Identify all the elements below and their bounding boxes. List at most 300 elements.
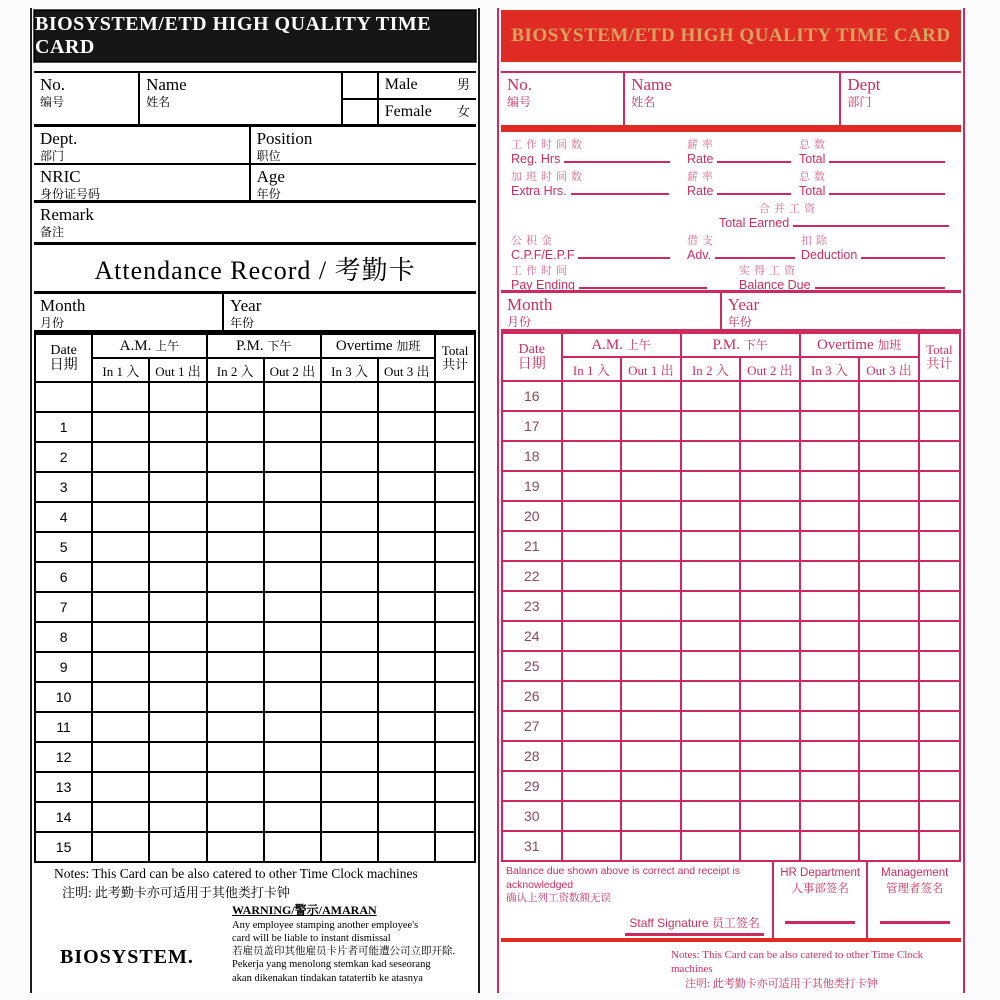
time-entry-cell	[859, 741, 919, 771]
attendance-row	[35, 652, 475, 682]
time-entry-cell	[264, 532, 321, 562]
time-entry-cell	[149, 502, 206, 532]
time-entry-cell	[621, 441, 681, 471]
col-header-in3: In 3 入	[321, 358, 378, 382]
date-cell: 10	[35, 682, 92, 712]
male-label-zh: 男	[456, 77, 470, 93]
time-entry-cell	[207, 592, 264, 622]
time-entry-cell	[264, 832, 321, 862]
management-signature-line	[880, 921, 950, 924]
pay-total1-zh: 总数	[799, 139, 829, 151]
field-no-label-zh: 编号	[40, 94, 65, 109]
time-entry-cell	[207, 712, 264, 742]
time-entry-cell	[207, 502, 264, 532]
col-header-total-en: Total	[441, 342, 469, 358]
col-header-out3: Out 3 出	[378, 358, 435, 382]
time-entry-cell	[859, 381, 919, 411]
back-col-header-am-zh: 上午	[626, 337, 651, 352]
time-entry-cell	[92, 532, 149, 562]
time-entry-cell	[562, 651, 622, 681]
attendance-row	[502, 411, 960, 441]
time-entry-cell	[92, 412, 149, 442]
time-entry-cell	[919, 441, 960, 471]
col-header-in1: In 1 入	[92, 358, 149, 382]
back-field-month-zh: 月份	[507, 314, 532, 329]
col-header-total-zh: 共计	[442, 357, 469, 372]
time-entry-cell	[919, 621, 960, 651]
time-entry-cell	[207, 742, 264, 772]
time-entry-cell	[800, 681, 860, 711]
back-col-header-date-zh: 日期	[517, 357, 546, 372]
time-entry-cell	[321, 442, 378, 472]
col-header-out1: Out 1 出	[149, 358, 206, 382]
time-entry-cell	[264, 622, 321, 652]
time-entry-cell	[321, 412, 378, 442]
front-identity-row	[34, 71, 476, 127]
back-col-header-pm-zh: 下午	[743, 337, 768, 352]
front-month-year-row	[34, 291, 476, 333]
time-entry-cell	[92, 712, 149, 742]
time-entry-cell	[149, 442, 206, 472]
back-field-no-zh: 编号	[507, 94, 532, 109]
time-entry-cell	[800, 591, 860, 621]
date-cell: 30	[502, 801, 562, 831]
field-month-label-zh: 月份	[40, 315, 65, 330]
back-col-header-am	[562, 333, 681, 357]
time-entry-cell	[321, 562, 378, 592]
time-entry-cell	[92, 802, 149, 832]
pay-balance-en: Balance Due	[739, 278, 811, 292]
col-header-pm	[207, 334, 321, 358]
time-entry-cell	[800, 411, 860, 441]
col-header-date-en: Date	[50, 342, 77, 358]
field-no	[34, 73, 140, 124]
time-entry-cell	[859, 651, 919, 681]
time-entry-cell	[800, 381, 860, 411]
col-header-date-zh: 日期	[49, 358, 78, 373]
time-entry-cell	[740, 501, 800, 531]
date-cell: 17	[502, 411, 562, 441]
time-entry-cell	[264, 802, 321, 832]
time-entry-cell	[621, 651, 681, 681]
pay-extra-zh: 加班时间数	[511, 171, 586, 183]
time-entry-cell	[919, 651, 960, 681]
time-entry-cell	[740, 531, 800, 561]
time-entry-cell	[800, 771, 860, 801]
date-cell: 20	[502, 501, 562, 531]
date-cell: 24	[502, 621, 562, 651]
attendance-row	[502, 711, 960, 741]
hr-label-en: HR Department	[780, 867, 861, 879]
time-entry-cell	[264, 742, 321, 772]
date-cell: 3	[35, 472, 92, 502]
time-entry-cell	[321, 652, 378, 682]
time-entry-cell	[149, 742, 206, 772]
time-entry-cell	[740, 741, 800, 771]
date-cell: 28	[502, 741, 562, 771]
col-header-out2: Out 2 出	[264, 358, 321, 382]
time-entry-cell	[681, 531, 741, 561]
time-entry-cell	[321, 682, 378, 712]
time-entry-cell	[149, 592, 206, 622]
date-cell: 14	[35, 802, 92, 832]
time-entry-cell	[207, 412, 264, 442]
time-entry-cell	[321, 472, 378, 502]
time-entry-cell	[435, 682, 475, 712]
time-entry-cell	[919, 381, 960, 411]
date-cell: 13	[35, 772, 92, 802]
date-cell: 19	[502, 471, 562, 501]
time-entry-cell	[378, 502, 435, 532]
time-entry-cell	[800, 501, 860, 531]
date-cell: 27	[502, 711, 562, 741]
time-entry-cell	[919, 711, 960, 741]
pay-rate2-en: Rate	[687, 184, 714, 198]
back-notes-en: Notes: This Card can be also catered to other Time Clock machines	[671, 949, 924, 976]
field-remark-label-zh: 备注	[40, 224, 65, 239]
time-entry-cell	[562, 681, 622, 711]
back-field-year-en: Year	[727, 295, 760, 314]
pay-rate2-blank-line	[717, 184, 791, 195]
back-field-name	[625, 73, 841, 125]
pay-rate1-zh: 薪率	[687, 139, 717, 151]
pay-extra-blank-line	[571, 184, 669, 195]
field-dept	[34, 127, 251, 163]
col-header-pm-en: P.M.	[236, 337, 264, 354]
female-row	[379, 100, 476, 125]
time-entry-cell	[207, 622, 264, 652]
attendance-row	[502, 471, 960, 501]
time-entry-cell	[859, 711, 919, 741]
back-field-dept-zh: 部门	[847, 94, 872, 109]
time-entry-cell	[562, 441, 622, 471]
time-entry-cell	[621, 381, 681, 411]
time-entry-cell	[562, 741, 622, 771]
time-entry-cell	[321, 772, 378, 802]
time-entry-cell	[562, 501, 622, 531]
biosystem-logo: BIOSYSTEM.	[60, 946, 194, 968]
date-cell: 16	[502, 381, 562, 411]
attendance-row	[502, 441, 960, 471]
back-col-header-pm-en: P.M.	[712, 336, 740, 353]
time-entry-cell	[92, 592, 149, 622]
time-entry-cell	[859, 561, 919, 591]
time-entry-cell	[264, 412, 321, 442]
back-field-dept-en: Dept	[847, 75, 881, 94]
pay-extra-en: Extra Hrs.	[511, 184, 567, 198]
attendance-row	[502, 741, 960, 771]
back-col-header-in2: In 2 入	[681, 357, 741, 381]
hr-label-zh: 人事部签名	[791, 882, 849, 895]
time-entry-cell	[800, 801, 860, 831]
time-entry-cell	[740, 801, 800, 831]
hr-signature-cell	[774, 862, 869, 938]
field-position	[251, 127, 476, 163]
col-header-overtime-zh: 加班	[396, 338, 421, 353]
pay-deduction-zh: 扣除	[801, 235, 831, 247]
back-field-no	[501, 73, 625, 125]
time-entry-cell	[740, 561, 800, 591]
time-entry-cell	[681, 651, 741, 681]
time-entry-cell	[621, 501, 681, 531]
pay-adv-blank-line	[715, 248, 795, 259]
back-title: BIOSYSTEM/ETD HIGH QUALITY TIME CARD	[511, 25, 951, 46]
time-entry-cell	[149, 652, 206, 682]
time-entry-cell	[207, 472, 264, 502]
time-entry-cell	[800, 471, 860, 501]
attendance-row	[35, 562, 475, 592]
time-entry-cell	[740, 621, 800, 651]
time-entry-cell	[92, 742, 149, 772]
pay-cpf-zh: 公积金	[511, 235, 556, 247]
time-entry-cell	[435, 592, 475, 622]
attendance-row	[35, 592, 475, 622]
time-entry-cell	[919, 741, 960, 771]
attendance-table-front	[34, 333, 476, 863]
field-remark-label-en: Remark	[40, 205, 94, 224]
attendance-row	[35, 712, 475, 742]
time-entry-cell	[621, 741, 681, 771]
pay-earned-en: Total Earned	[719, 216, 790, 230]
field-month-label-en: Month	[40, 296, 86, 315]
time-entry-cell	[919, 471, 960, 501]
warning-block	[232, 903, 484, 985]
time-entry-cell	[435, 622, 475, 652]
pay-payend-zh: 工作时间	[511, 265, 571, 277]
time-entry-cell	[149, 382, 206, 412]
time-entry-cell	[92, 562, 149, 592]
time-entry-cell	[740, 441, 800, 471]
time-entry-cell	[207, 442, 264, 472]
time-entry-cell	[621, 711, 681, 741]
time-entry-cell	[562, 411, 622, 441]
date-cell: 2	[35, 442, 92, 472]
field-nric	[34, 165, 251, 200]
back-month-year-row	[501, 290, 961, 332]
time-entry-cell	[621, 831, 681, 861]
back-field-no-en: No.	[507, 75, 533, 94]
warning-line-en1: Any employee stamping another employee's	[232, 920, 419, 931]
time-entry-cell	[740, 411, 800, 441]
attendance-row	[35, 502, 475, 532]
back-col-header-total-en: Total	[926, 341, 953, 357]
time-entry-cell	[859, 531, 919, 561]
time-entry-cell	[800, 831, 860, 861]
time-entry-cell	[859, 591, 919, 621]
acknowledgement-cell	[501, 862, 774, 938]
time-entry-cell	[207, 562, 264, 592]
pay-field-deduction	[801, 232, 945, 262]
male-checkbox-cell	[343, 73, 376, 100]
time-entry-cell	[378, 592, 435, 622]
time-entry-cell	[321, 802, 378, 832]
attendance-row	[35, 472, 475, 502]
back-col-header-out1: Out 1 出	[621, 357, 681, 381]
time-entry-cell	[378, 412, 435, 442]
back-field-dept	[841, 73, 961, 125]
time-entry-cell	[92, 472, 149, 502]
col-header-am-en: A.M.	[119, 337, 152, 354]
time-entry-cell	[92, 832, 149, 862]
time-entry-cell	[919, 801, 960, 831]
male-row	[379, 73, 476, 100]
back-col-header-overtime	[800, 333, 919, 357]
time-entry-cell	[264, 592, 321, 622]
pay-field-adv	[687, 232, 795, 262]
attendance-row	[35, 442, 475, 472]
back-field-month-en: Month	[507, 295, 553, 314]
time-entry-cell	[859, 501, 919, 531]
pay-field-extra-hrs	[511, 168, 669, 198]
time-entry-cell	[149, 712, 206, 742]
field-name-label-zh: 姓名	[146, 94, 171, 109]
attendance-row	[502, 381, 960, 411]
pay-field-rate2	[687, 168, 791, 198]
time-entry-cell	[321, 532, 378, 562]
ack-text-zh: 确认上列工资数额无误	[506, 892, 611, 905]
time-entry-cell	[264, 562, 321, 592]
time-entry-cell	[207, 532, 264, 562]
back-identity-row	[501, 71, 961, 125]
back-notes-area	[501, 942, 961, 991]
time-entry-cell	[321, 832, 378, 862]
pay-cpf-blank-line	[578, 248, 670, 259]
warning-title: WARNING/警示/AMARAN	[232, 903, 377, 917]
red-divider-bar	[501, 125, 961, 132]
field-age-label-en: Age	[256, 167, 285, 186]
time-entry-cell	[92, 502, 149, 532]
time-entry-cell	[207, 682, 264, 712]
date-cell: 12	[35, 742, 92, 772]
ack-text-en: Balance due shown above is correct and receipt is acknowledged	[506, 865, 741, 891]
time-entry-cell	[378, 442, 435, 472]
col-header-am-zh: 上午	[155, 338, 180, 353]
time-entry-cell	[378, 832, 435, 862]
field-position-label-zh: 职位	[256, 148, 281, 163]
attendance-row	[35, 382, 475, 412]
attendance-row	[35, 742, 475, 772]
col-header-overtime-en: Overtime	[335, 337, 393, 354]
attendance-record-title	[34, 245, 476, 291]
time-entry-cell	[621, 621, 681, 651]
time-entry-cell	[800, 561, 860, 591]
back-col-header-pm	[681, 333, 800, 357]
time-entry-cell	[264, 712, 321, 742]
attendance-table-back	[501, 332, 961, 862]
date-cell: 6	[35, 562, 92, 592]
management-label-zh: 管理者签名	[885, 882, 944, 895]
field-nric-label-zh: 身份证号码	[40, 186, 101, 201]
field-year	[224, 294, 476, 330]
time-entry-cell	[435, 442, 475, 472]
field-name	[140, 73, 343, 124]
field-remark	[34, 203, 476, 245]
date-cell: 25	[502, 651, 562, 681]
hr-signature-line	[785, 921, 855, 924]
back-col-header-date	[502, 333, 562, 381]
time-entry-cell	[919, 591, 960, 621]
back-field-month	[501, 293, 722, 329]
time-entry-cell	[562, 561, 622, 591]
pay-rate2-zh: 薪率	[687, 171, 717, 183]
time-entry-cell	[207, 652, 264, 682]
time-card-front	[30, 8, 480, 993]
time-entry-cell	[800, 531, 860, 561]
female-label-en: Female	[384, 102, 432, 120]
back-col-header-date-en: Date	[518, 341, 545, 357]
time-entry-cell	[264, 442, 321, 472]
time-entry-cell	[378, 382, 435, 412]
time-entry-cell	[800, 441, 860, 471]
back-col-header-am-en: A.M.	[591, 336, 624, 353]
pay-rate1-en: Rate	[687, 152, 714, 166]
time-entry-cell	[681, 831, 741, 861]
back-field-name-en: Name	[631, 75, 672, 94]
field-age-label-zh: 年份	[256, 186, 281, 201]
time-entry-cell	[149, 682, 206, 712]
time-entry-cell	[562, 471, 622, 501]
time-entry-cell	[149, 532, 206, 562]
time-entry-cell	[264, 502, 321, 532]
date-cell: 23	[502, 591, 562, 621]
pay-total2-blank-line	[829, 184, 945, 195]
time-entry-cell	[378, 532, 435, 562]
pay-field-total2	[799, 168, 945, 198]
time-entry-cell	[859, 801, 919, 831]
time-entry-cell	[621, 471, 681, 501]
time-entry-cell	[378, 562, 435, 592]
pay-deduction-en: Deduction	[801, 248, 858, 262]
pay-adv-en: Adv.	[687, 248, 712, 262]
col-header-pm-zh: 下午	[267, 338, 292, 353]
pay-total1-en: Total	[799, 152, 826, 166]
time-entry-cell	[435, 742, 475, 772]
staff-signature-label: Staff Signature 员工签名	[625, 916, 764, 936]
date-cell: 22	[502, 561, 562, 591]
time-entry-cell	[149, 622, 206, 652]
time-entry-cell	[264, 382, 321, 412]
pay-field-rate1	[687, 136, 791, 166]
col-header-date	[35, 334, 92, 382]
date-cell: 18	[502, 441, 562, 471]
time-entry-cell	[681, 441, 741, 471]
time-entry-cell	[435, 472, 475, 502]
date-cell: 4	[35, 502, 92, 532]
time-entry-cell	[859, 441, 919, 471]
time-entry-cell	[919, 771, 960, 801]
time-entry-cell	[800, 651, 860, 681]
time-entry-cell	[681, 741, 741, 771]
time-entry-cell	[621, 531, 681, 561]
time-entry-cell	[207, 802, 264, 832]
dept-position-row	[34, 127, 476, 165]
attendance-row	[35, 682, 475, 712]
pay-reg-en: Reg. Hrs	[511, 152, 561, 166]
pay-payend-en: Pay Ending	[511, 278, 575, 292]
attendance-row	[502, 771, 960, 801]
time-entry-cell	[681, 711, 741, 741]
time-entry-cell	[378, 742, 435, 772]
pay-field-total-earned	[719, 200, 949, 230]
time-entry-cell	[321, 592, 378, 622]
time-entry-cell	[562, 771, 622, 801]
pay-reg-blank-line	[564, 152, 670, 163]
time-entry-cell	[740, 651, 800, 681]
time-entry-cell	[740, 471, 800, 501]
time-entry-cell	[435, 832, 475, 862]
attendance-record-title-text: Attendance Record / 考勤卡	[94, 255, 416, 285]
attendance-row	[502, 801, 960, 831]
